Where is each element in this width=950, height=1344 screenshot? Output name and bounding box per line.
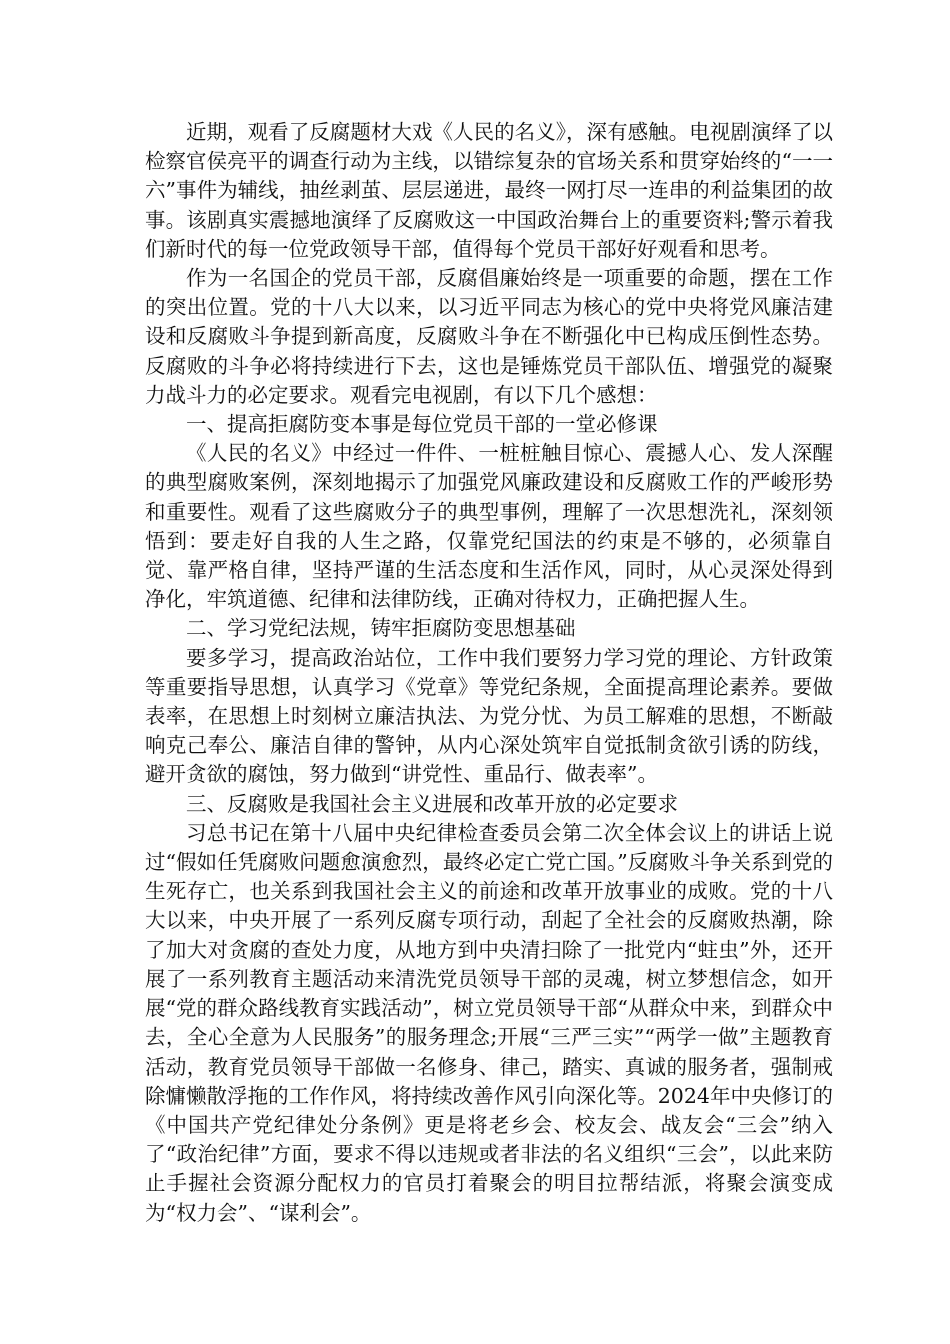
paragraph-section-3: 习总书记在第十八届中央纪律检查委员会第二次全体会议上的讲话上说过“假如任凭腐败问题愈演愈烈，最终必定亡党亡国。”反腐败斗争关系到党的生死存亡，也关系到我国社会主义的前途和改革开放事业的成败。党的十八大以来，中央开展了一系列反腐专项行动，刮起了全社会的反腐败热潮，除了加大对贪腐的查处力度，从地方到中央清扫除了一批党内“蛀虫”外，还开展了一系列教育主题活动来清洗党员领导干部的灵魂，树立梦想信念，如开展“党的群众路线教育实践活动”，树立党员领导干部“从群众中来，到群众中去，全心全意为人民服务”的服务理念;开展“三严三实”“两学一做”主题教育活动，教育党员领导干部做一名修身、律己，踏实、真诚的服务者，强制戒除慵懒散浮拖的工作作风，将持续改善作风引向深化等。2024年中央修订的《中国共产党纪律处分条例》更是将老乡会、校友会、战友会“三会”纳入了“政治纪律”方面，要求不得以违规或者非法的名义组织“三会”，以此来防止手握社会资源分配权力的官员打着聚会的明目拉帮结派，将聚会演变成为“权力会”、“谋利会”。 xyxy=(145,820,833,1225)
section-heading-3: 三、反腐败是我国社会主义进展和改革开放的必定要求 xyxy=(186,791,678,816)
section-heading-2: 二、学习党纪法规，铸牢拒腐防变思想基础 xyxy=(186,616,576,641)
paragraph-section-1: 《人民的名义》中经过一件件、一桩桩触目惊心、震撼人心、发人深醒的典型腐败案例，深刻地揭示了加强党风廉政建设和反腐败工作的严峻形势和重要性。观看了这些腐败分子的典型事例，理解了一次思想洗礼，深刻领悟到：要走好自我的人生之路，仅靠党纪国法的约束是不够的，必须靠自觉、靠严格自律，坚持严谨的生活态度和生活作风，同时，从心灵深处得到净化，牢筑道德、纪律和法律防线，正确对待权力，正确把握人生。 xyxy=(145,441,833,612)
paragraph-role: 作为一名国企的党员干部，反腐倡廉始终是一项重要的命题，摆在工作的突出位置。党的十八大以来，以习近平同志为核心的党中央将党风廉洁建设和反腐败斗争提到新高度，反腐败斗争在不断强化中已构成压倒性态势。反腐败的斗争必将持续进行下去，这也是锤炼党员干部队伍、增强党的凝聚力战斗力的必定要求。观看完电视剧，有以下几个感想： xyxy=(145,266,833,407)
paragraph-section-2: 要多学习，提高政治站位，工作中我们要努力学习党的理论、方针政策等重要指导思想，认真学习《党章》等党纪条规，全面提高理论素养。要做表率，在思想上时刻树立廉洁执法、为党分忧、为员工解难的思想，不断敲响克己奉公、廉洁自律的警钟，从内心深处筑牢自觉抵制贪欲引诱的防线，避开贪欲的腐蚀，努力做到“讲党性、重品行、做表率”。 xyxy=(145,645,833,787)
paragraph-intro: 近期，观看了反腐题材大戏《人民的名义》，深有感触。电视剧演绎了以检察官侯亮平的调查行动为主线，以错综复杂的官场关系和贯穿始终的“一一六”事件为辅线，抽丝剥茧、层层递进，最终一网打尽一连串的利益集团的故事。该剧真实震撼地演绎了反腐败这一中国政治舞台上的重要资料;警示着我们新时代的每一位党政领导干部，值得每个党员干部好好观看和思考。 xyxy=(145,120,833,261)
document-body xyxy=(145,118,833,1228)
section-heading-1: 一、提高拒腐防变本事是每位党员干部的一堂必修课 xyxy=(186,412,658,437)
